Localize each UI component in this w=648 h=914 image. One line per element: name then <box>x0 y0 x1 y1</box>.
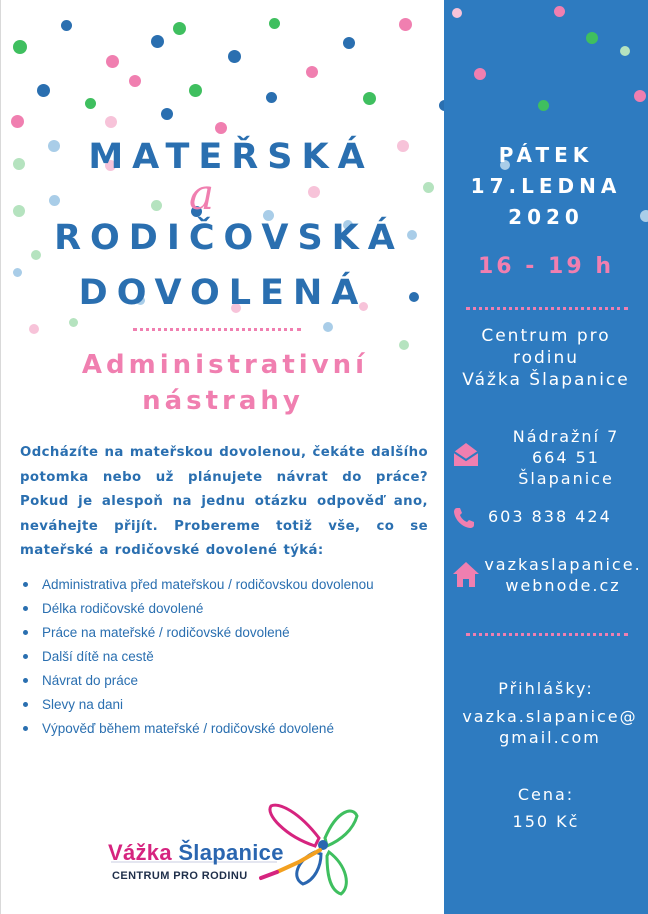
logo-name <box>108 840 284 866</box>
event-year: 2020 <box>508 205 584 229</box>
confetti-dot <box>105 116 117 128</box>
confetti-dot <box>554 6 565 17</box>
confetti-dot <box>11 115 24 128</box>
confetti-dot <box>399 18 412 31</box>
registration-label: Přihlášky: <box>498 679 594 698</box>
confetti-dot <box>269 18 280 29</box>
email-line-1: vazka.slapanice@ <box>462 707 638 726</box>
event-date <box>444 140 648 233</box>
confetti-dot <box>423 182 434 193</box>
website[interactable] <box>478 554 648 596</box>
info-sidebar <box>444 0 648 914</box>
topic-item: Administrativa před mateřskou / rodičovskou dovolenou <box>22 573 374 597</box>
title-line-3: DOVOLENÁ <box>78 273 368 313</box>
event-day: PÁTEK <box>498 143 594 167</box>
confetti-dot <box>13 205 25 217</box>
logo-name-part-2: Šlapanice <box>178 840 284 865</box>
topic-list <box>22 573 374 741</box>
confetti-dot <box>85 98 96 109</box>
confetti-dot <box>323 322 333 332</box>
confetti-dot <box>474 68 486 80</box>
confetti-dot <box>620 46 630 56</box>
confetti-dot <box>69 318 78 327</box>
address-line-1: Nádražní 7 <box>512 427 620 446</box>
venue-line-2: rodinu <box>512 348 580 368</box>
confetti-dot <box>161 108 173 120</box>
website-line-1: vazkaslapanice. <box>484 555 642 574</box>
confetti-dot <box>452 8 462 18</box>
confetti-dot <box>13 40 27 54</box>
website-line-2: webnode.cz <box>505 576 621 595</box>
topic-item: Délka rodičovské dovolené <box>22 597 374 621</box>
title-divider <box>133 328 301 331</box>
confetti-dot <box>49 195 60 206</box>
venue-line-1: Centrum pro <box>481 326 611 346</box>
registration-email[interactable] <box>448 706 648 748</box>
confetti-dot <box>634 90 646 102</box>
intro-paragraph: Odcházíte na mateřskou dovolenou, čekáte dalšího potomka nebo už plánujete návrat do práce? Pokud je alespoň na jednu otázku odpověď ano, neváhejte přijít. Probereme totiž vše, co se mateřské a rodičovské dovolené týká: <box>20 445 428 558</box>
topic-item: Další dítě na cestě <box>22 645 374 669</box>
phone-number[interactable]: 603 838 424 <box>488 507 612 526</box>
logo-name-part-1: Vážka <box>108 840 172 865</box>
confetti-dot <box>106 55 119 68</box>
confetti-dot <box>306 66 318 78</box>
email-line-2: gmail.com <box>499 728 601 747</box>
event-time: 16 - 19 h <box>477 254 614 279</box>
topic-item: Slevy na dani <box>22 693 374 717</box>
confetti-dot <box>129 75 141 87</box>
venue-line-3: Vážka Šlapanice <box>462 370 630 390</box>
confetti-dot <box>173 22 186 35</box>
confetti-dot <box>151 200 162 211</box>
confetti-dot <box>215 122 227 134</box>
home-icon <box>452 560 480 588</box>
topic-item: Práce na mateřské / rodičovské dovolené <box>22 621 374 645</box>
sidebar-divider-bottom <box>466 633 628 636</box>
organization-logo <box>101 800 361 900</box>
price-label: Cena: <box>517 785 575 804</box>
title-line-2: RODIČOVSKÁ <box>54 218 404 258</box>
confetti-dot <box>343 37 355 49</box>
confetti-dot <box>61 20 72 31</box>
subtitle-line-1: Administrativní <box>81 350 369 380</box>
envelope-icon <box>452 440 480 468</box>
confetti-dot <box>37 84 50 97</box>
confetti-dot <box>538 100 549 111</box>
confetti-dot <box>29 324 39 334</box>
venue <box>444 325 648 391</box>
title-connector: a <box>189 170 215 219</box>
address <box>488 426 644 489</box>
event-day-month: 17.LEDNA <box>470 174 622 198</box>
confetti-dot <box>151 35 164 48</box>
logo-tagline: CENTRUM PRO RODINU <box>112 870 248 882</box>
subtitle-line-2: nástrahy <box>142 386 304 416</box>
confetti-dot <box>363 92 376 105</box>
address-line-3: Šlapanice <box>518 469 614 488</box>
price-value: 150 Kč <box>512 812 580 831</box>
address-line-2: 664 51 <box>532 448 600 467</box>
topic-item: Návrat do práce <box>22 669 374 693</box>
topic-item: Výpověď během mateřské / rodičovské dovolené <box>22 717 374 741</box>
title-line-1: MATEŘSKÁ <box>88 137 374 177</box>
confetti-dot <box>266 92 277 103</box>
sidebar-divider-top <box>466 307 628 310</box>
confetti-dot <box>189 84 202 97</box>
confetti-dot <box>228 50 241 63</box>
confetti-dot <box>586 32 598 44</box>
phone-icon <box>452 506 476 530</box>
confetti-dot <box>308 186 320 198</box>
